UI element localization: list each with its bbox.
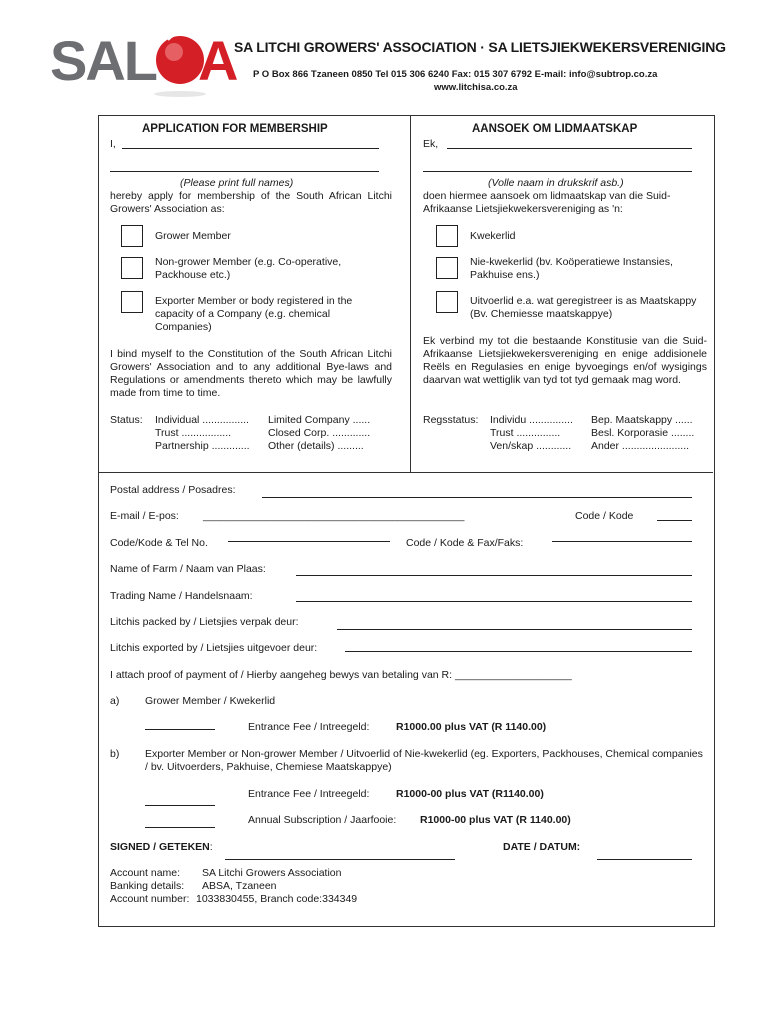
afr-bind-text: Ek verbind my tot die bestaande Konstitusie van die Suid-Afrikaanse Lietsjiekwekersvereniging en enige addisionele Reëls en Regulasies en enige byvoegings en/of wysigings daarvan wat wettiglik van tyd tot tyd gemaak mag word. bbox=[423, 335, 707, 386]
fee-b-subscription-value: R1000-00 plus VAT (R 1140.00) bbox=[420, 814, 571, 826]
bank-value: 1033830455, Branch code:334349 bbox=[196, 893, 358, 905]
bank-details bbox=[110, 867, 357, 906]
ek-label: Ek, bbox=[423, 138, 439, 150]
status-options-col2 bbox=[268, 414, 370, 453]
fee-b-marker: b) bbox=[110, 748, 120, 760]
org-name: SA LITCHI GROWERS' ASSOCIATION · SA LIETSJIEKWEKERSVERENIGING bbox=[234, 39, 726, 55]
svg-text:A: A bbox=[198, 29, 239, 92]
exporter-checkbox[interactable] bbox=[121, 291, 143, 313]
bank-label: Account name: bbox=[110, 867, 181, 879]
status-label: Status: bbox=[110, 414, 143, 426]
fax-label: Code / Kode & Fax/Faks: bbox=[406, 537, 524, 549]
option-kwekerlid: Kwekerlid bbox=[470, 230, 516, 242]
status-individual[interactable]: Individual ................ bbox=[155, 414, 249, 426]
bind-text: I bind myself to the Constitution of the South African Litchi Growers' Association and to any additional Bye-laws and Regulations or amendments thereto which may be lawfully made from time to time. bbox=[110, 348, 392, 399]
trading-line[interactable] bbox=[296, 601, 692, 602]
afr-status-label: Regsstatus: bbox=[423, 414, 479, 426]
farm-line[interactable] bbox=[296, 575, 692, 576]
bank-label: Banking details: bbox=[110, 880, 185, 892]
option-non-grower: Non-grower Member (e.g. Co-operative, Packhouse etc.) bbox=[155, 256, 342, 281]
svg-text:SAL: SAL bbox=[50, 29, 156, 92]
fee-a-marker: a) bbox=[110, 695, 120, 707]
uitvoerlid-checkbox[interactable] bbox=[436, 291, 458, 313]
exported-label: Litchis exported by / Lietsjies uitgevoer deur: bbox=[110, 642, 318, 654]
status-other[interactable]: Other (details) ......... bbox=[268, 440, 364, 452]
fee-a-entrance-label: Entrance Fee / Intreegeld: bbox=[248, 721, 370, 733]
option-grower: Grower Member bbox=[155, 230, 231, 242]
naam-line-2[interactable] bbox=[423, 171, 692, 172]
column-divider bbox=[410, 115, 411, 472]
salga-logo-graphic bbox=[48, 22, 239, 100]
code-label: Code / Kode bbox=[575, 510, 634, 522]
status-besl-korporasie[interactable]: Besl. Korporasie ........ bbox=[591, 427, 695, 439]
tel-label: Code/Kode & Tel No. bbox=[110, 537, 208, 549]
english-title: APPLICATION FOR MEMBERSHIP bbox=[142, 123, 328, 135]
signature-line[interactable] bbox=[225, 859, 455, 860]
nie-kwekerlid-checkbox[interactable] bbox=[436, 257, 458, 279]
fee-b-text: Exporter Member or Non-grower Member / Uitvoerlid of Nie-kwekerlid (eg. Exporters, Packhouses, Chemical companies / bv. Uitvoerders, Pakhuise, Chemiese Maatskappye) bbox=[145, 748, 703, 773]
name-line-2[interactable] bbox=[110, 171, 379, 172]
fee-b-line-1[interactable] bbox=[145, 805, 215, 806]
status-bep-maatskappy[interactable]: Bep. Maatskappy ...... bbox=[591, 414, 693, 426]
email-label: E-mail / E-pos: bbox=[110, 510, 179, 522]
bank-row-account-name bbox=[110, 867, 357, 880]
status-partnership[interactable]: Partnership ............. bbox=[155, 440, 250, 452]
postal-line[interactable] bbox=[262, 497, 692, 498]
i-label: I, bbox=[110, 138, 116, 150]
afrikaans-title: AANSOEK OM LIDMAATSKAP bbox=[472, 123, 638, 135]
bank-row-banking-details bbox=[110, 880, 357, 893]
signed-colon: : bbox=[209, 841, 213, 853]
name-line-1[interactable] bbox=[122, 148, 379, 149]
status-individu[interactable]: Individu ............... bbox=[490, 414, 573, 426]
farm-label: Name of Farm / Naam van Plaas: bbox=[110, 563, 266, 575]
tel-line[interactable] bbox=[228, 541, 390, 542]
contact-line: P O Box 866 Tzaneen 0850 Tel 015 306 6240 Fax: 015 307 6792 E-mail: info@subtrop.co.za bbox=[253, 69, 658, 80]
fee-a-text: Grower Member / Kwekerlid bbox=[145, 695, 276, 707]
bank-value: SA Litchi Growers Association bbox=[202, 867, 342, 879]
fee-b-subscription-label: Annual Subscription / Jaarfooie: bbox=[248, 814, 397, 826]
status-closed-corp[interactable]: Closed Corp. ............. bbox=[268, 427, 371, 439]
proof-label: I attach proof of payment of / Hierby aangeheg bewys van betaling van R: ____________________ bbox=[110, 669, 572, 681]
status-limited-company[interactable]: Limited Company ...... bbox=[268, 414, 371, 426]
option-exporter: Exporter Member or body registered in the capacity of a Company (e.g. chemical Companies) bbox=[155, 295, 353, 333]
grower-checkbox[interactable] bbox=[121, 225, 143, 247]
code-line[interactable] bbox=[657, 520, 692, 521]
non-grower-checkbox[interactable] bbox=[121, 257, 143, 279]
trading-label: Trading Name / Handelsnaam: bbox=[110, 590, 253, 602]
fax-line[interactable] bbox=[552, 541, 692, 542]
afr-apply-text: doen hiermee aansoek om lidmaatskap van die Suid-Afrikaanse Lietsjiekwekersvereniging as 'n: bbox=[423, 190, 671, 215]
email-line[interactable]: _______________________________________________ bbox=[203, 511, 465, 522]
fee-b-entrance-value: R1000-00 plus VAT (R1140.00) bbox=[396, 788, 544, 800]
website: www.litchisa.co.za bbox=[434, 82, 518, 93]
date-line[interactable] bbox=[597, 859, 692, 860]
status-venskap[interactable]: Ven/skap ............ bbox=[490, 440, 572, 452]
print-note: (Please print full names) bbox=[180, 177, 294, 189]
status-ander[interactable]: Ander ....................... bbox=[591, 440, 690, 452]
status-afr-trust[interactable]: Trust ............... bbox=[490, 427, 561, 439]
logo bbox=[48, 22, 239, 100]
bank-row-account-number bbox=[110, 893, 357, 906]
section-divider bbox=[98, 472, 713, 473]
naam-line-1[interactable] bbox=[447, 148, 692, 149]
date-label: DATE / DATUM: bbox=[503, 841, 581, 853]
status-trust[interactable]: Trust ................. bbox=[155, 427, 232, 439]
fee-a-line[interactable] bbox=[145, 729, 215, 730]
exported-line[interactable] bbox=[345, 651, 692, 652]
bank-label: Account number: bbox=[110, 893, 190, 905]
postal-label: Postal address / Posadres: bbox=[110, 484, 236, 496]
status-options-col1 bbox=[155, 414, 250, 453]
fee-b-line-2[interactable] bbox=[145, 827, 215, 828]
option-uitvoerlid: Uitvoerlid e.a. wat geregistreer is as Maatskappy (Bv. Chemiesse maatskappye) bbox=[470, 295, 697, 320]
packed-line[interactable] bbox=[337, 629, 692, 630]
signed-row bbox=[110, 841, 213, 854]
signed-label: SIGNED / GETEKEN bbox=[110, 841, 210, 853]
kwekerlid-checkbox[interactable] bbox=[436, 225, 458, 247]
option-nie-kwekerlid: Nie-kwekerlid (bv. Koöperatiewe Instansies, Pakhuise ens.) bbox=[470, 256, 673, 281]
apply-text: hereby apply for membership of the South African Litchi Growers' Association as: bbox=[110, 190, 392, 215]
afr-status-options-col1 bbox=[490, 414, 573, 453]
bank-value: ABSA, Tzaneen bbox=[202, 880, 277, 892]
packed-label: Litchis packed by / Lietsjies verpak deur: bbox=[110, 616, 299, 628]
afr-status-options-col2 bbox=[591, 414, 694, 453]
fee-b-entrance-label: Entrance Fee / Intreegeld: bbox=[248, 788, 370, 800]
fee-a-entrance-value: R1000.00 plus VAT (R 1140.00) bbox=[396, 721, 547, 733]
afr-print-note: (Volle naam in drukskrif asb.) bbox=[488, 177, 624, 189]
